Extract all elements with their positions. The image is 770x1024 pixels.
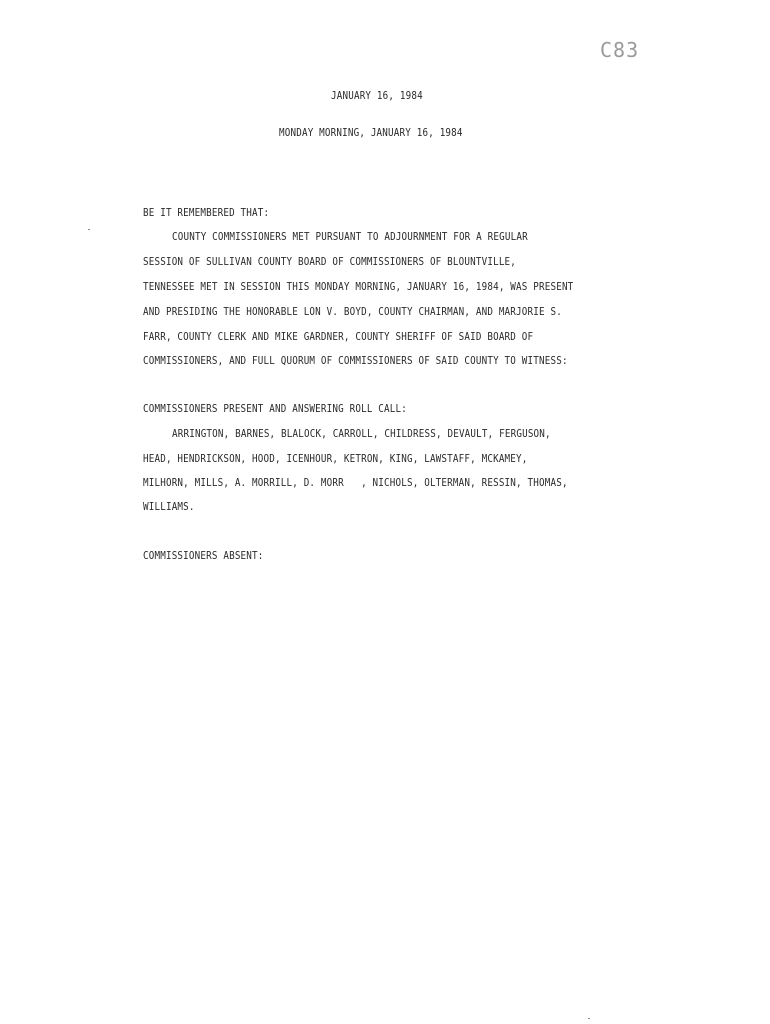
paragraph-line: FARR, COUNTY CLERK AND MIKE GARDNER, COUNTY SHERIFF OF SAID BOARD OF [143,331,534,343]
scan-speck [588,1018,590,1019]
session-heading: MONDAY MORNING, JANUARY 16, 1984 [279,127,463,139]
absent-heading: COMMISSIONERS ABSENT: [143,550,264,562]
paragraph-line: AND PRESIDING THE HONORABLE LON V. BOYD, COUNTY CHAIRMAN, AND MARJORIE S. [143,306,562,318]
paragraph-line: COMMISSIONERS, AND FULL QUORUM OF COMMISSIONERS OF SAID COUNTY TO WITNESS: [143,355,568,367]
scan-speck [88,229,90,230]
roll-call-line: MILHORN, MILLS, A. MORRILL, D. MORR , NICHOLS, OLTERMAN, RESSIN, THOMAS, [143,477,568,489]
paragraph-line: COUNTY COMMISSIONERS MET PURSUANT TO ADJOURNMENT FOR A REGULAR [172,231,528,243]
page-number: C83 [600,38,640,62]
present-heading: COMMISSIONERS PRESENT AND ANSWERING ROLL CALL: [143,403,407,415]
roll-call-line: HEAD, HENDRICKSON, HOOD, ICENHOUR, KETRON, KING, LAWSTAFF, MCKAMEY, [143,453,528,465]
roll-call-line: WILLIAMS. [143,501,195,513]
paragraph-line: TENNESSEE MET IN SESSION THIS MONDAY MORNING, JANUARY 16, 1984, WAS PRESENT [143,281,574,293]
roll-call-line: ARRINGTON, BARNES, BLALOCK, CARROLL, CHILDRESS, DEVAULT, FERGUSON, [172,428,551,440]
paragraph-line: SESSION OF SULLIVAN COUNTY BOARD OF COMMISSIONERS OF BLOUNTVILLE, [143,256,517,268]
date-heading: JANUARY 16, 1984 [331,90,423,102]
opening-line: BE IT REMEMBERED THAT: [143,207,270,219]
